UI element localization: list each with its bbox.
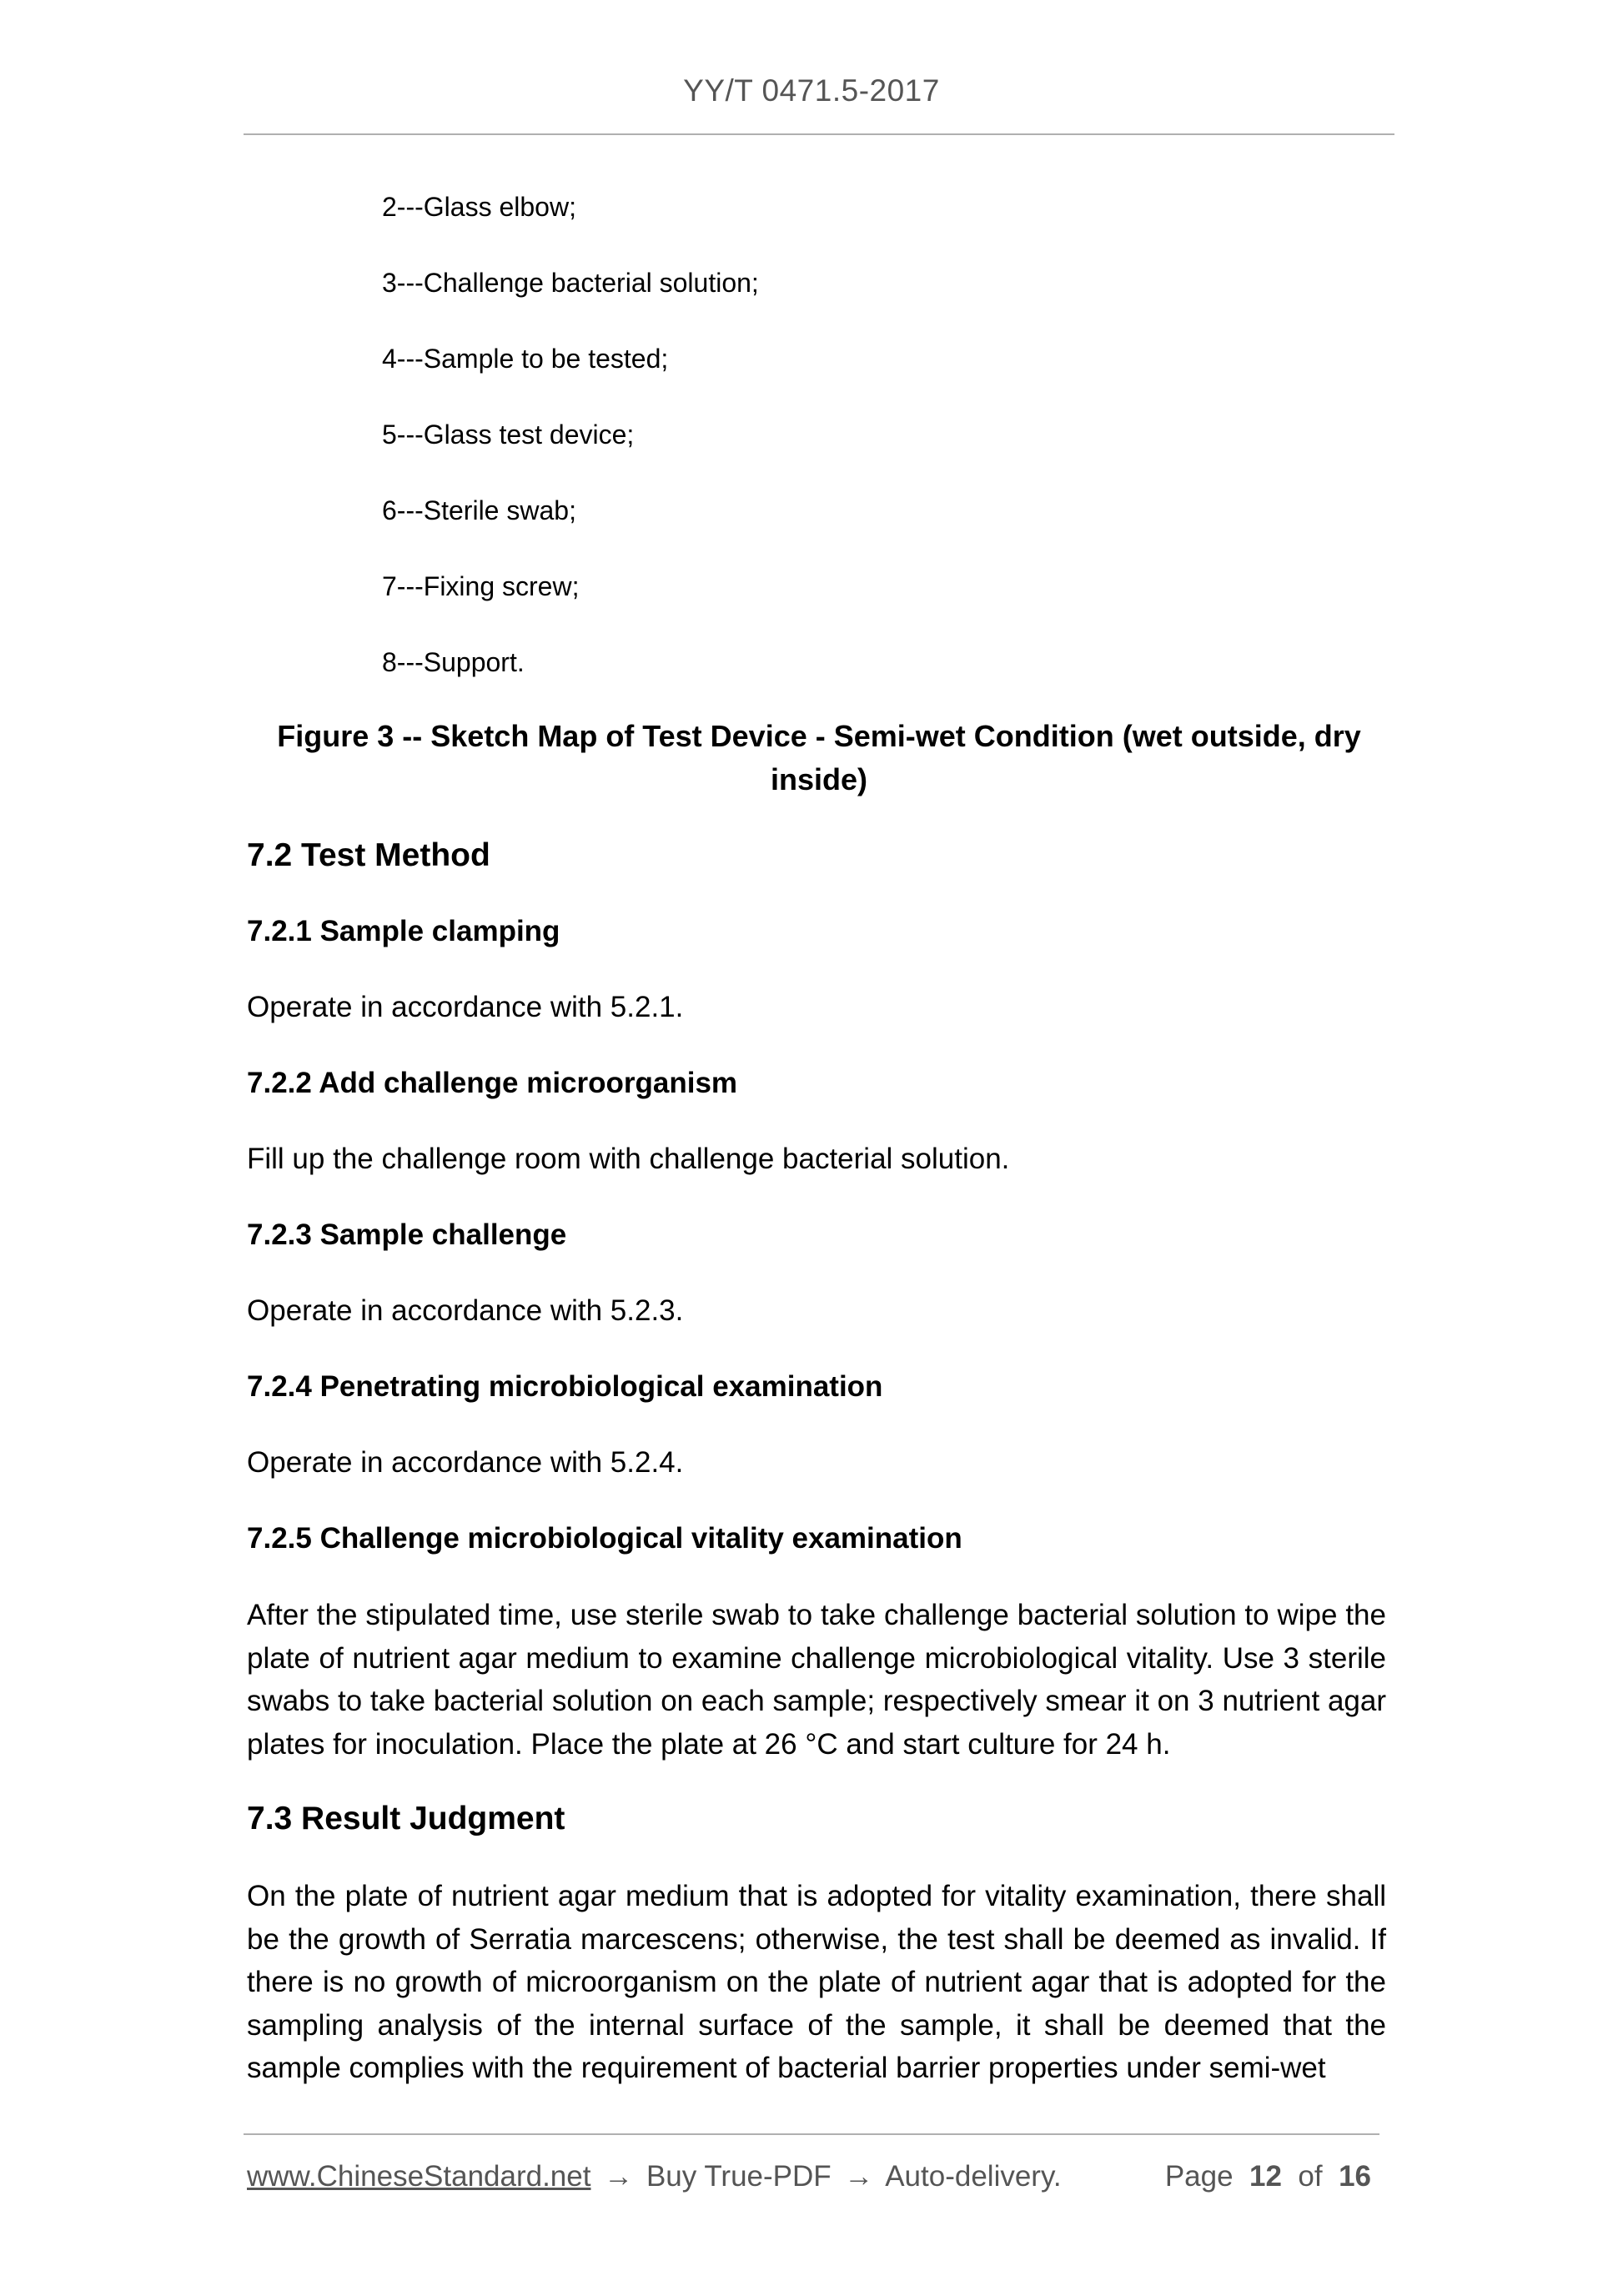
header-divider (244, 133, 1394, 135)
section-heading-7-2: 7.2 Test Method (247, 837, 490, 873)
figure-caption-line-2: inside) (770, 762, 867, 796)
arrow-right-icon: → (604, 2160, 634, 2193)
page-total: 16 (1339, 2160, 1371, 2193)
figure-legend-item: 8---Support. (382, 647, 525, 677)
subsection-heading-7-2-2: 7.2.2 Add challenge microorganism (247, 1067, 738, 1099)
subsection-text-7-2-3: Operate in accordance with 5.2.3. (247, 1294, 684, 1327)
subsection-heading-7-2-3: 7.2.3 Sample challenge (247, 1218, 567, 1251)
figure-legend-item: 7---Fixing screw; (382, 571, 580, 601)
figure-legend-item: 4---Sample to be tested; (382, 344, 669, 374)
page-label: Page (1164, 2160, 1234, 2193)
figure-legend-item: 2---Glass elbow; (382, 192, 576, 222)
figure-legend-item: 6---Sterile swab; (382, 495, 576, 525)
figure-caption-line-1: Figure 3 -- Sketch Map of Test Device - Semi-wet Condition (wet outside, dry (277, 719, 1361, 753)
page-footer (247, 2157, 1381, 2197)
page-current: 12 (1249, 2160, 1282, 2193)
auto-delivery-text: Auto-delivery. (885, 2160, 1062, 2193)
section-heading-7-3: 7.3 Result Judgment (247, 1801, 565, 1836)
footer-divider (244, 2133, 1379, 2135)
page-indicator (1165, 2157, 1371, 2197)
of-label: of (1298, 2160, 1323, 2193)
section-text-7-3: On the plate of nutrient agar medium that is adopted for vitality examination, there shall be the growth of Serratia marcescens; otherwise, the test shall be deemed as invalid. If there is no growth of microorganism on the plate of nutrient agar that is adopted for the sampling analysis of the internal surface of the sample, it shall be deemed that the sample complies with the requirement of bacterial barrier properties under semi-wet (247, 1880, 1386, 2084)
document-code-header: YY/T 0471.5-2017 (683, 73, 940, 108)
buy-true-pdf-text: Buy True-PDF (646, 2160, 832, 2193)
figure-legend-item: 5---Glass test device; (382, 420, 635, 450)
subsection-text-7-2-5: After the stipulated time, use sterile swab to take challenge bacterial solution to wipe the plate of nutrient agar medium to examine challenge microbiological vitality. Use 3 sterile swabs to take bacterial solution on each sample; respectively smear it on 3 nutrient agar plates for inoculation. Place the plate at 26 °C and start culture for 24 h. (247, 1599, 1386, 1761)
figure-legend-item: 3---Challenge bacterial solution; (382, 268, 759, 298)
figure-caption (244, 715, 1394, 801)
subsection-text-7-2-1: Operate in accordance with 5.2.1. (247, 991, 684, 1023)
subsection-heading-7-2-5: 7.2.5 Challenge microbiological vitality examination (247, 1522, 962, 1555)
subsection-heading-7-2-1: 7.2.1 Sample clamping (247, 915, 560, 947)
subsection-text-7-2-2: Fill up the challenge room with challenge bacterial solution. (247, 1143, 1010, 1175)
arrow-right-icon: → (844, 2160, 874, 2193)
subsection-heading-7-2-4: 7.2.4 Penetrating microbiological examination (247, 1370, 883, 1403)
website-link[interactable]: www.ChineseStandard.net (247, 2160, 591, 2193)
subsection-text-7-2-4: Operate in accordance with 5.2.4. (247, 1446, 684, 1479)
